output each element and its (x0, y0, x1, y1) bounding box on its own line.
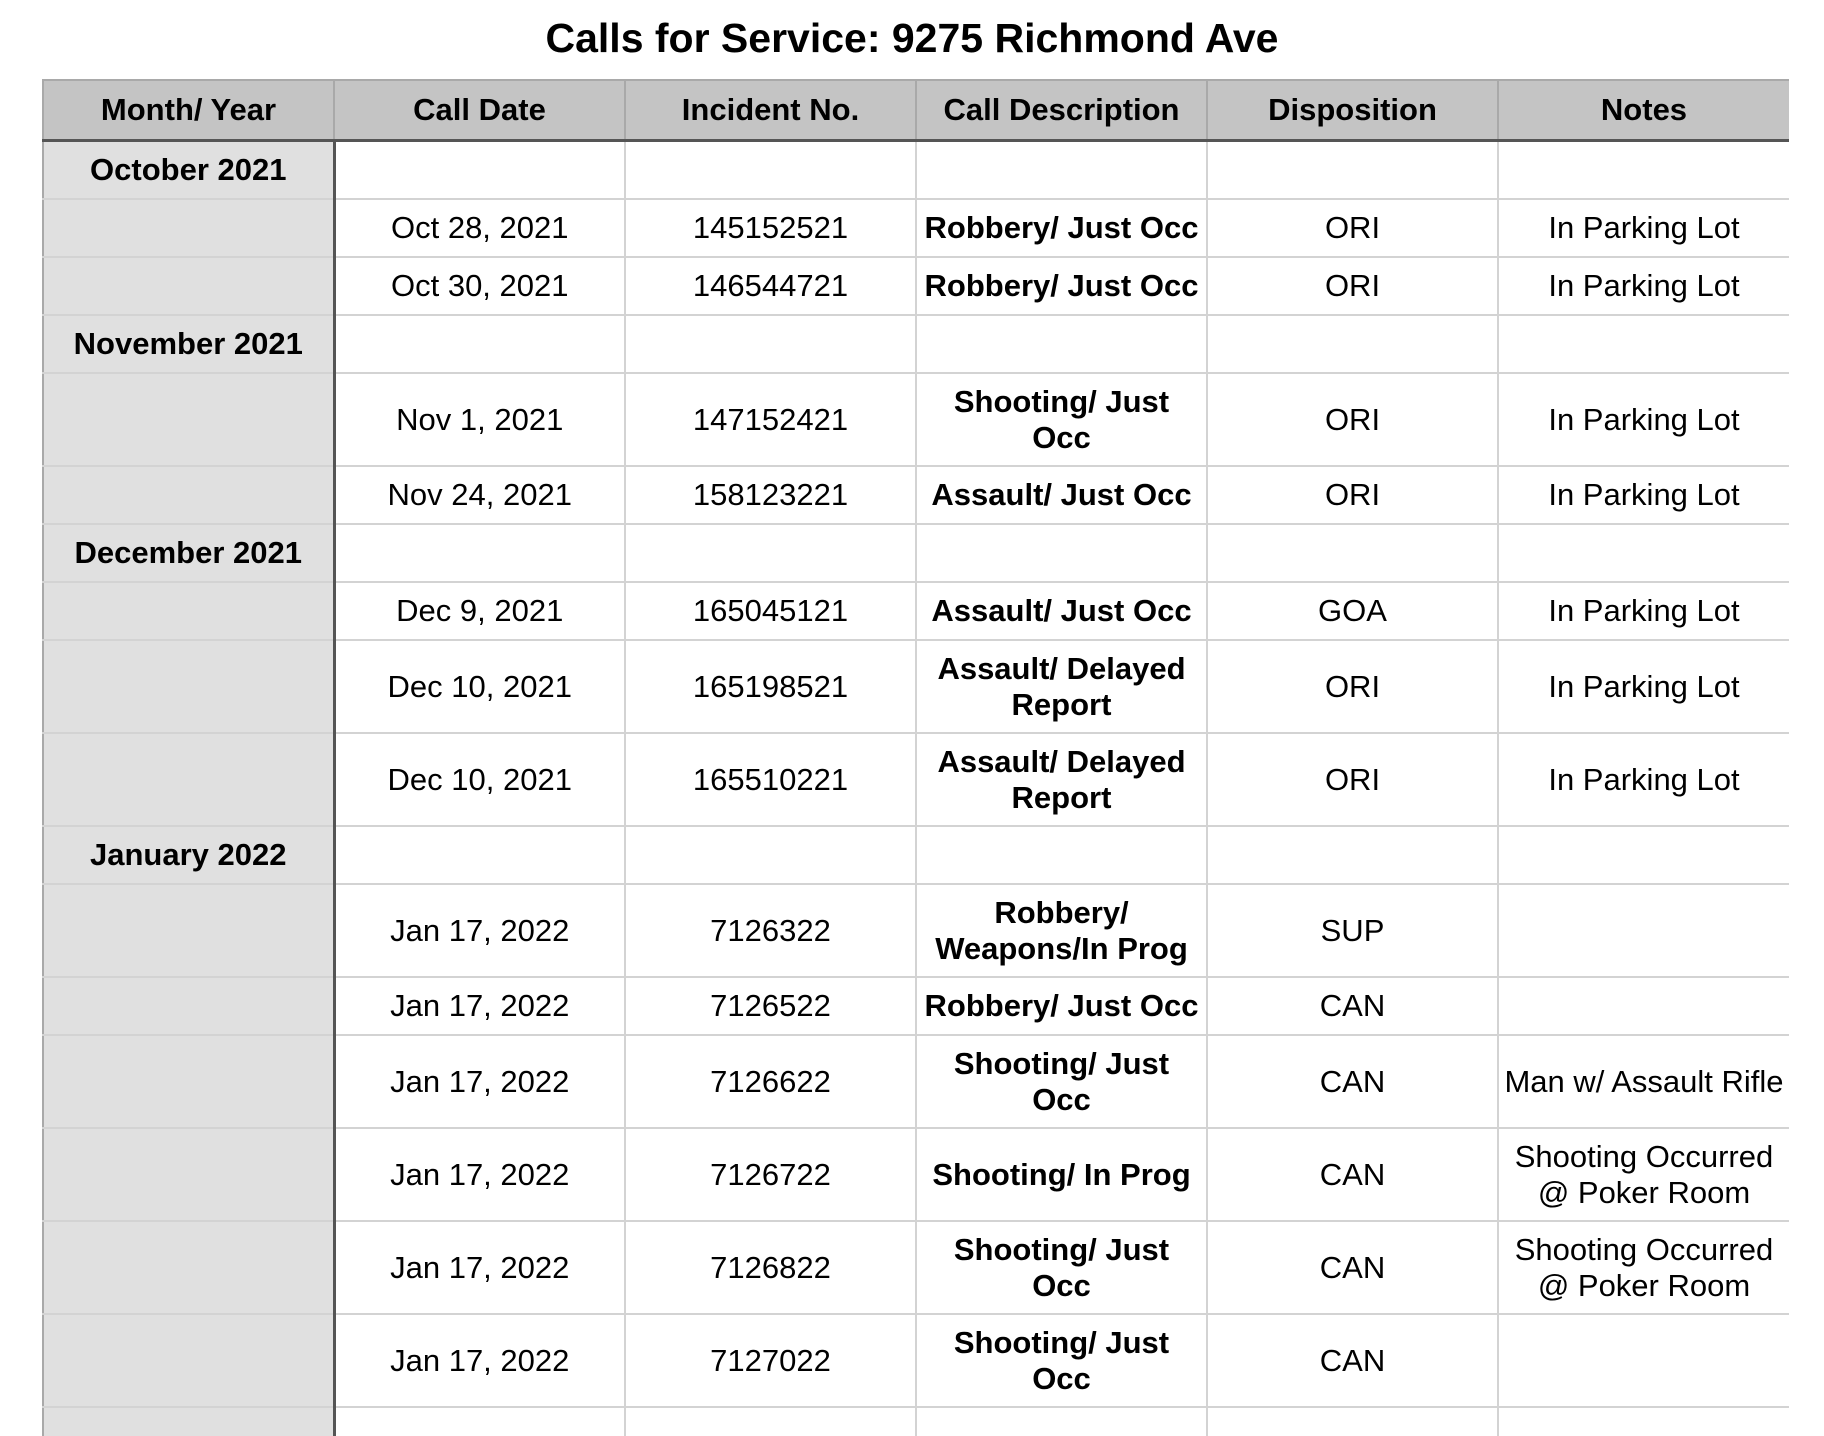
call-description-cell: Assault/ Delayed Report (916, 640, 1207, 733)
notes-cell: In Parking Lot (1498, 640, 1789, 733)
notes-cell (1498, 826, 1789, 884)
table-row (43, 733, 1789, 826)
month-year-cell (43, 466, 334, 524)
call-description-cell: Robbery/ Just Occ (916, 257, 1207, 315)
call-description-cell: Shooting/ Just Occ (916, 1221, 1207, 1314)
call-date-cell: Jan 17, 2022 (334, 977, 625, 1035)
calls-table-container (42, 79, 1789, 1436)
column-header-call-date: Call Date (334, 80, 625, 141)
disposition-cell: CAN (1207, 977, 1498, 1035)
notes-cell (1498, 1407, 1789, 1436)
month-row (43, 315, 1789, 373)
call-description-cell (916, 826, 1207, 884)
notes-cell: Shooting Occurred @ Poker Room (1498, 1221, 1789, 1314)
call-date-cell (334, 141, 625, 200)
month-year-cell (43, 1221, 334, 1314)
incident-no-cell: 165198521 (625, 640, 916, 733)
call-date-cell: Nov 1, 2021 (334, 373, 625, 466)
month-year-cell (43, 977, 334, 1035)
call-description-cell: Shooting/ Just Occ (916, 1035, 1207, 1128)
month-year-cell: October 2021 (43, 141, 334, 200)
disposition-cell (1207, 524, 1498, 582)
disposition-cell (1207, 315, 1498, 373)
disposition-cell: ORI (1207, 257, 1498, 315)
call-description-cell: Assault/ Just Occ (916, 466, 1207, 524)
incident-no-cell: 165045121 (625, 582, 916, 640)
call-date-cell: Nov 24, 2021 (334, 466, 625, 524)
month-row (43, 524, 1789, 582)
month-year-cell (43, 1035, 334, 1128)
disposition-cell (1207, 141, 1498, 200)
call-date-cell: Dec 10, 2021 (334, 733, 625, 826)
month-year-cell (43, 1407, 334, 1436)
month-year-cell (43, 582, 334, 640)
disposition-cell: CAN (1207, 1128, 1498, 1221)
incident-no-cell (625, 315, 916, 373)
incident-no-cell (625, 524, 916, 582)
incident-no-cell: 7126622 (625, 1035, 916, 1128)
disposition-cell: ORI (1207, 373, 1498, 466)
call-description-cell: Shooting/ Just Occ (916, 1314, 1207, 1407)
month-year-cell (43, 257, 334, 315)
call-date-cell (334, 826, 625, 884)
call-date-cell: Jan 17, 2022 (334, 1128, 625, 1221)
incident-no-cell: 7126522 (625, 977, 916, 1035)
notes-cell (1498, 524, 1789, 582)
table-row (43, 1407, 1789, 1436)
call-date-cell: Oct 30, 2021 (334, 257, 625, 315)
month-year-cell (43, 733, 334, 826)
call-date-cell: Jan 17, 2022 (334, 1314, 625, 1407)
disposition-cell: ORI (1207, 466, 1498, 524)
month-row (43, 141, 1789, 200)
call-description-cell: Robbery/ Just Occ (916, 199, 1207, 257)
call-description-cell (916, 141, 1207, 200)
call-description-cell: Shooting/ In Prog (916, 1128, 1207, 1221)
table-row (43, 1314, 1789, 1407)
disposition-cell: CAN (1207, 1221, 1498, 1314)
disposition-cell: CAN (1207, 1035, 1498, 1128)
notes-cell (1498, 315, 1789, 373)
incident-no-cell: 147152421 (625, 373, 916, 466)
call-date-cell: Jan 17, 2022 (334, 884, 625, 977)
incident-no-cell (625, 826, 916, 884)
notes-cell: In Parking Lot (1498, 257, 1789, 315)
disposition-cell: SUP (1207, 884, 1498, 977)
call-description-cell (916, 315, 1207, 373)
call-date-cell (334, 1407, 625, 1436)
table-row (43, 373, 1789, 466)
table-row (43, 199, 1789, 257)
notes-cell (1498, 1314, 1789, 1407)
call-description-cell (916, 524, 1207, 582)
notes-cell: In Parking Lot (1498, 373, 1789, 466)
table-row (43, 884, 1789, 977)
month-year-cell: January 2022 (43, 826, 334, 884)
notes-cell: Shooting Occurred @ Poker Room (1498, 1128, 1789, 1221)
call-date-cell: Jan 17, 2022 (334, 1035, 625, 1128)
disposition-cell: ORI (1207, 733, 1498, 826)
call-description-cell: Robbery/ Just Occ (916, 977, 1207, 1035)
call-date-cell: Oct 28, 2021 (334, 199, 625, 257)
column-header-disposition: Disposition (1207, 80, 1498, 141)
disposition-cell: ORI (1207, 199, 1498, 257)
call-date-cell (334, 315, 625, 373)
month-year-cell (43, 373, 334, 466)
month-year-cell (43, 199, 334, 257)
column-header-month-year: Month/ Year (43, 80, 334, 141)
incident-no-cell: 146544721 (625, 257, 916, 315)
incident-no-cell: 7127022 (625, 1314, 916, 1407)
header-row (43, 80, 1789, 141)
notes-cell: Man w/ Assault Rifle (1498, 1035, 1789, 1128)
notes-cell (1498, 884, 1789, 977)
call-description-cell: Robbery/ Weapons/In Prog (916, 884, 1207, 977)
month-year-cell (43, 1128, 334, 1221)
month-year-cell: December 2021 (43, 524, 334, 582)
disposition-cell: ORI (1207, 640, 1498, 733)
month-row (43, 826, 1789, 884)
notes-cell (1498, 141, 1789, 200)
incident-no-cell (625, 1407, 916, 1436)
disposition-cell (1207, 1407, 1498, 1436)
call-description-cell: Assault/ Delayed Report (916, 733, 1207, 826)
call-description-cell: Shooting/ Just Occ (916, 373, 1207, 466)
call-date-cell: Dec 9, 2021 (334, 582, 625, 640)
table-row (43, 1128, 1789, 1221)
notes-cell: In Parking Lot (1498, 582, 1789, 640)
disposition-cell: GOA (1207, 582, 1498, 640)
month-year-cell (43, 1314, 334, 1407)
table-row (43, 582, 1789, 640)
table-row (43, 257, 1789, 315)
call-description-cell: Assault/ Just Occ (916, 582, 1207, 640)
incident-no-cell: 158123221 (625, 466, 916, 524)
notes-cell: In Parking Lot (1498, 199, 1789, 257)
notes-cell: In Parking Lot (1498, 466, 1789, 524)
month-year-cell: November 2021 (43, 315, 334, 373)
month-year-cell (43, 640, 334, 733)
table-row (43, 640, 1789, 733)
notes-cell (1498, 977, 1789, 1035)
table-row (43, 1035, 1789, 1128)
call-date-cell: Dec 10, 2021 (334, 640, 625, 733)
column-header-incident-no: Incident No. (625, 80, 916, 141)
page-title: Calls for Service: 9275 Richmond Ave (545, 15, 1279, 61)
call-date-cell: Jan 17, 2022 (334, 1221, 625, 1314)
table-row (43, 977, 1789, 1035)
disposition-cell: CAN (1207, 1314, 1498, 1407)
incident-no-cell (625, 141, 916, 200)
incident-no-cell: 7126322 (625, 884, 916, 977)
column-header-call-description: Call Description (916, 80, 1207, 141)
calls-table (42, 79, 1789, 1436)
table-row (43, 466, 1789, 524)
incident-no-cell: 7126722 (625, 1128, 916, 1221)
notes-cell: In Parking Lot (1498, 733, 1789, 826)
table-row (43, 1221, 1789, 1314)
incident-no-cell: 7126822 (625, 1221, 916, 1314)
incident-no-cell: 145152521 (625, 199, 916, 257)
call-description-cell (916, 1407, 1207, 1436)
incident-no-cell: 165510221 (625, 733, 916, 826)
call-date-cell (334, 524, 625, 582)
disposition-cell (1207, 826, 1498, 884)
month-year-cell (43, 884, 334, 977)
column-header-notes: Notes (1498, 80, 1789, 141)
